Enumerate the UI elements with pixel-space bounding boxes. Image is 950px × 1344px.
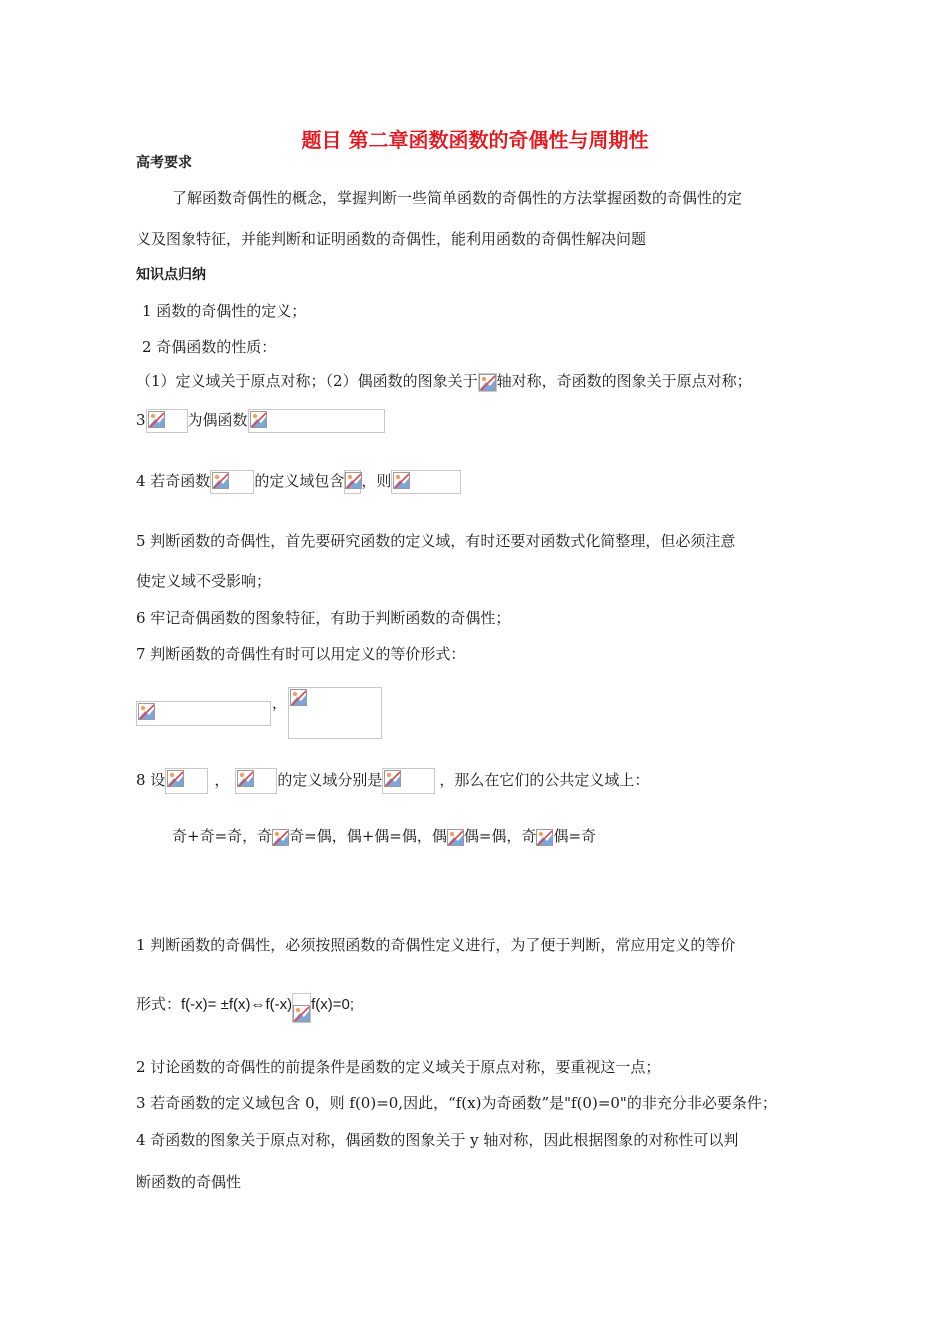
text-segment: 为偶函数: [187, 411, 248, 429]
formula-text: f(-x)= ±f(x)⇔f(-x): [181, 996, 293, 1013]
text-segment: 奇+奇=奇，奇: [172, 827, 273, 845]
formula-image-icon: [210, 470, 254, 494]
text-segment: ，则: [361, 472, 392, 490]
text-segment: ，: [214, 771, 230, 789]
formula-text: f(x)=0;: [311, 996, 355, 1013]
list-item: [136, 768, 649, 794]
formula-image-icon: [288, 687, 382, 739]
formula-image-icon: [391, 470, 461, 494]
text-segment: 的定义域分别是: [277, 771, 383, 789]
text-segment: 偶=偶，奇: [463, 827, 537, 845]
section-heading-knowledge: 知识点归纳: [136, 267, 206, 283]
text-segment: ，那么在它们的公共定义域上：: [439, 771, 650, 789]
text-segment: 形式：: [136, 995, 182, 1013]
text-segment: 4 若奇函数: [136, 472, 211, 490]
paragraph-line: 4 奇函数的图象关于原点对称，偶函数的图象关于 y 轴对称，因此根据图象的对称性可以判: [136, 1131, 739, 1149]
page-title: 题目 第二章函数函数的奇偶性与周期性: [301, 128, 649, 152]
times-image-icon: [536, 829, 553, 846]
list-item: 1 函数的奇偶性的定义；: [142, 302, 307, 320]
list-item: 5 判断函数的奇偶性，首先要研究函数的定义域，有时还要对函数式化简整理，但必须注意: [136, 532, 736, 550]
formula-image-icon: [165, 768, 208, 794]
list-item: 2 奇偶函数的性质：: [142, 338, 277, 356]
paragraph-line: 断函数的奇偶性: [136, 1173, 242, 1191]
formula-image-icon: [478, 373, 497, 392]
text-segment: （1）定义域关于原点对称；（2）偶函数的图象关于: [136, 372, 478, 390]
text-segment: ，: [272, 694, 288, 712]
formula-image-icon: [146, 409, 188, 433]
paragraph-line: 3 若奇函数的定义域包含 0，则 f(0)=0,因此，“f(x)为奇函数”是"f(0)=0"的非充分非必要条件；: [136, 1094, 777, 1112]
text-segment: 奇=偶，偶+偶=偶，偶: [289, 827, 447, 845]
text-segment: 的定义域包含: [254, 472, 345, 490]
text-segment: 轴对称，奇函数的图象关于原点对称；: [496, 372, 752, 390]
formula-image-icon: [136, 701, 271, 726]
formula-image-icon: [382, 768, 435, 794]
list-item: [136, 409, 385, 433]
formula-image-icon: [248, 409, 385, 433]
formula-image-icon: [292, 993, 311, 1023]
list-item: 使定义域不受影响；: [136, 572, 272, 590]
paragraph-line: 1 判断函数的奇偶性，必须按照函数的奇偶性定义进行，为了便于判断，常应用定义的等价: [136, 936, 736, 954]
times-image-icon: [447, 829, 464, 846]
text-segment: 8 设: [136, 771, 166, 789]
list-item: [136, 470, 461, 494]
formula-image-icon: [235, 768, 277, 794]
paragraph-line: 2 讨论函数的奇偶性的前提条件是函数的定义域关于原点对称，要重视这一点；: [136, 1058, 661, 1076]
list-item: [136, 371, 752, 392]
section-heading-requirements: 高考要求: [136, 155, 192, 171]
paragraph-line: [136, 993, 354, 1023]
times-image-icon: [272, 829, 289, 846]
item-number: 3: [136, 411, 146, 429]
parity-rules: [172, 826, 596, 846]
list-item: 7 判断函数的奇偶性有时可以用定义的等价形式：: [136, 645, 466, 663]
text-segment: 偶=奇: [553, 827, 597, 845]
paragraph-line: 了解函数奇偶性的概念，掌握判断一些简单函数的奇偶性的方法掌握函数的奇偶性的定: [172, 189, 743, 207]
paragraph-line: 义及图象特征，并能判断和证明函数的奇偶性，能利用函数的奇偶性解决问题: [136, 230, 647, 248]
formula-image-icon: [344, 470, 361, 494]
list-item: 6 牢记奇偶函数的图象特征，有助于判断函数的奇偶性；: [136, 609, 511, 627]
